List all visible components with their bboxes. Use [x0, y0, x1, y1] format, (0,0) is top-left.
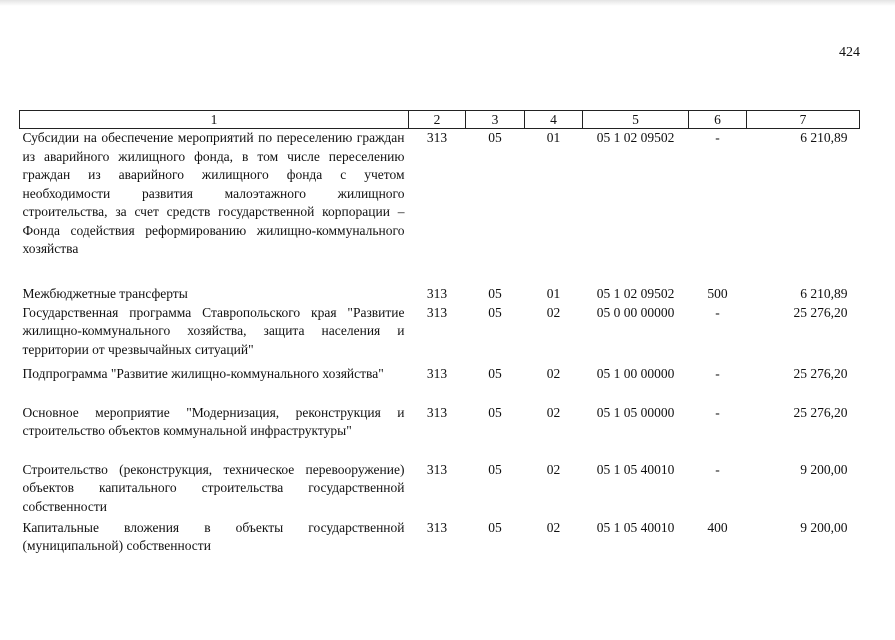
row-expense-type: -: [715, 461, 720, 477]
row-target-article: 05 1 05 40010: [596, 519, 675, 535]
row-target-article: 05 0 00 00000: [596, 304, 675, 320]
row-ministry-code: 313: [426, 304, 448, 320]
row-description: Межбюджетные трансферты: [22, 285, 188, 301]
row-amount: 25 276,20: [793, 304, 848, 320]
table-row: [20, 129, 860, 285]
scan-top-edge: [0, 0, 895, 6]
table-header-row: [20, 111, 860, 129]
row-expense-type: 400: [707, 519, 728, 535]
column-header-7: 7: [747, 111, 860, 129]
row-description: Государственная программа Ставропольского края "Развитие жилищно-коммунального хозяйства, защита населения и территории от чрезвычайных ситуаций": [22, 304, 405, 357]
row-subsection: 02: [546, 404, 561, 420]
row-expense-type: 500: [707, 285, 728, 301]
row-description: Подпрограмма "Развитие жилищно-коммунального хозяйства": [22, 365, 384, 381]
row-amount: 25 276,20: [793, 365, 848, 381]
row-subsection: 02: [546, 461, 561, 477]
column-header-6: 6: [689, 111, 747, 129]
row-section: 05: [488, 404, 502, 420]
row-subsection: 02: [546, 519, 561, 535]
row-target-article: 05 1 05 00000: [596, 404, 675, 420]
row-target-article: 05 1 02 09502: [596, 130, 675, 145]
table-row: [20, 461, 860, 519]
budget-table: [19, 110, 860, 559]
row-subsection: 01: [546, 130, 561, 145]
row-ministry-code: 313: [426, 365, 448, 381]
row-section: 05: [488, 130, 502, 145]
table-row: [20, 285, 860, 304]
table-row: [20, 519, 860, 559]
row-amount: 25 276,20: [793, 404, 848, 420]
row-section: 05: [488, 461, 502, 477]
column-header-2: 2: [409, 111, 466, 129]
row-target-article: 05 1 05 40010: [596, 461, 675, 477]
row-section: 05: [488, 285, 502, 301]
column-header-4: 4: [525, 111, 583, 129]
row-section: 05: [488, 304, 502, 320]
row-amount: 6 210,89: [800, 130, 848, 145]
row-description: Субсидии на обеспечение мероприятий по переселению граждан из аварийного жилищного фонда, в том числе переселению граждан из аварийного жилищного фонда с учетом необходимости развития малоэтажного жилищного строительства, за счет средств государственной корпорации – Фонда содействия реформированию жилищно-коммунального хозяйства: [22, 130, 405, 256]
row-subsection: 02: [546, 365, 561, 381]
column-header-5: 5: [583, 111, 689, 129]
table-row: [20, 365, 860, 404]
row-section: 05: [488, 519, 502, 535]
row-amount: 9 200,00: [800, 519, 848, 535]
row-target-article: 05 1 00 00000: [596, 365, 675, 381]
row-target-article: 05 1 02 09502: [596, 285, 675, 301]
row-ministry-code: 313: [426, 404, 448, 420]
row-amount: 9 200,00: [800, 461, 848, 477]
row-ministry-code: 313: [426, 130, 448, 145]
row-expense-type: -: [715, 130, 720, 145]
row-subsection: 02: [546, 304, 561, 320]
row-description: Основное мероприятие "Модернизация, реконструкция и строительство объектов коммунальной инфраструктуры": [22, 404, 405, 438]
row-ministry-code: 313: [426, 285, 448, 301]
row-ministry-code: 313: [426, 461, 448, 477]
row-ministry-code: 313: [426, 519, 448, 535]
row-expense-type: -: [715, 365, 720, 381]
row-description: Строительство (реконструкция, техническое перевооружение) объектов капитального строительства государственной собственности: [22, 461, 405, 514]
row-expense-type: -: [715, 304, 720, 320]
row-expense-type: -: [715, 404, 720, 420]
row-subsection: 01: [546, 285, 561, 301]
table-row: [20, 304, 860, 365]
row-section: 05: [488, 365, 502, 381]
column-header-1: 1: [20, 111, 409, 129]
column-header-3: 3: [466, 111, 525, 129]
row-description: Капитальные вложения в объекты государственной (муниципальной) собственности: [22, 519, 405, 553]
page-number: 424: [839, 45, 860, 60]
table-row: [20, 404, 860, 461]
row-amount: 6 210,89: [800, 285, 848, 301]
